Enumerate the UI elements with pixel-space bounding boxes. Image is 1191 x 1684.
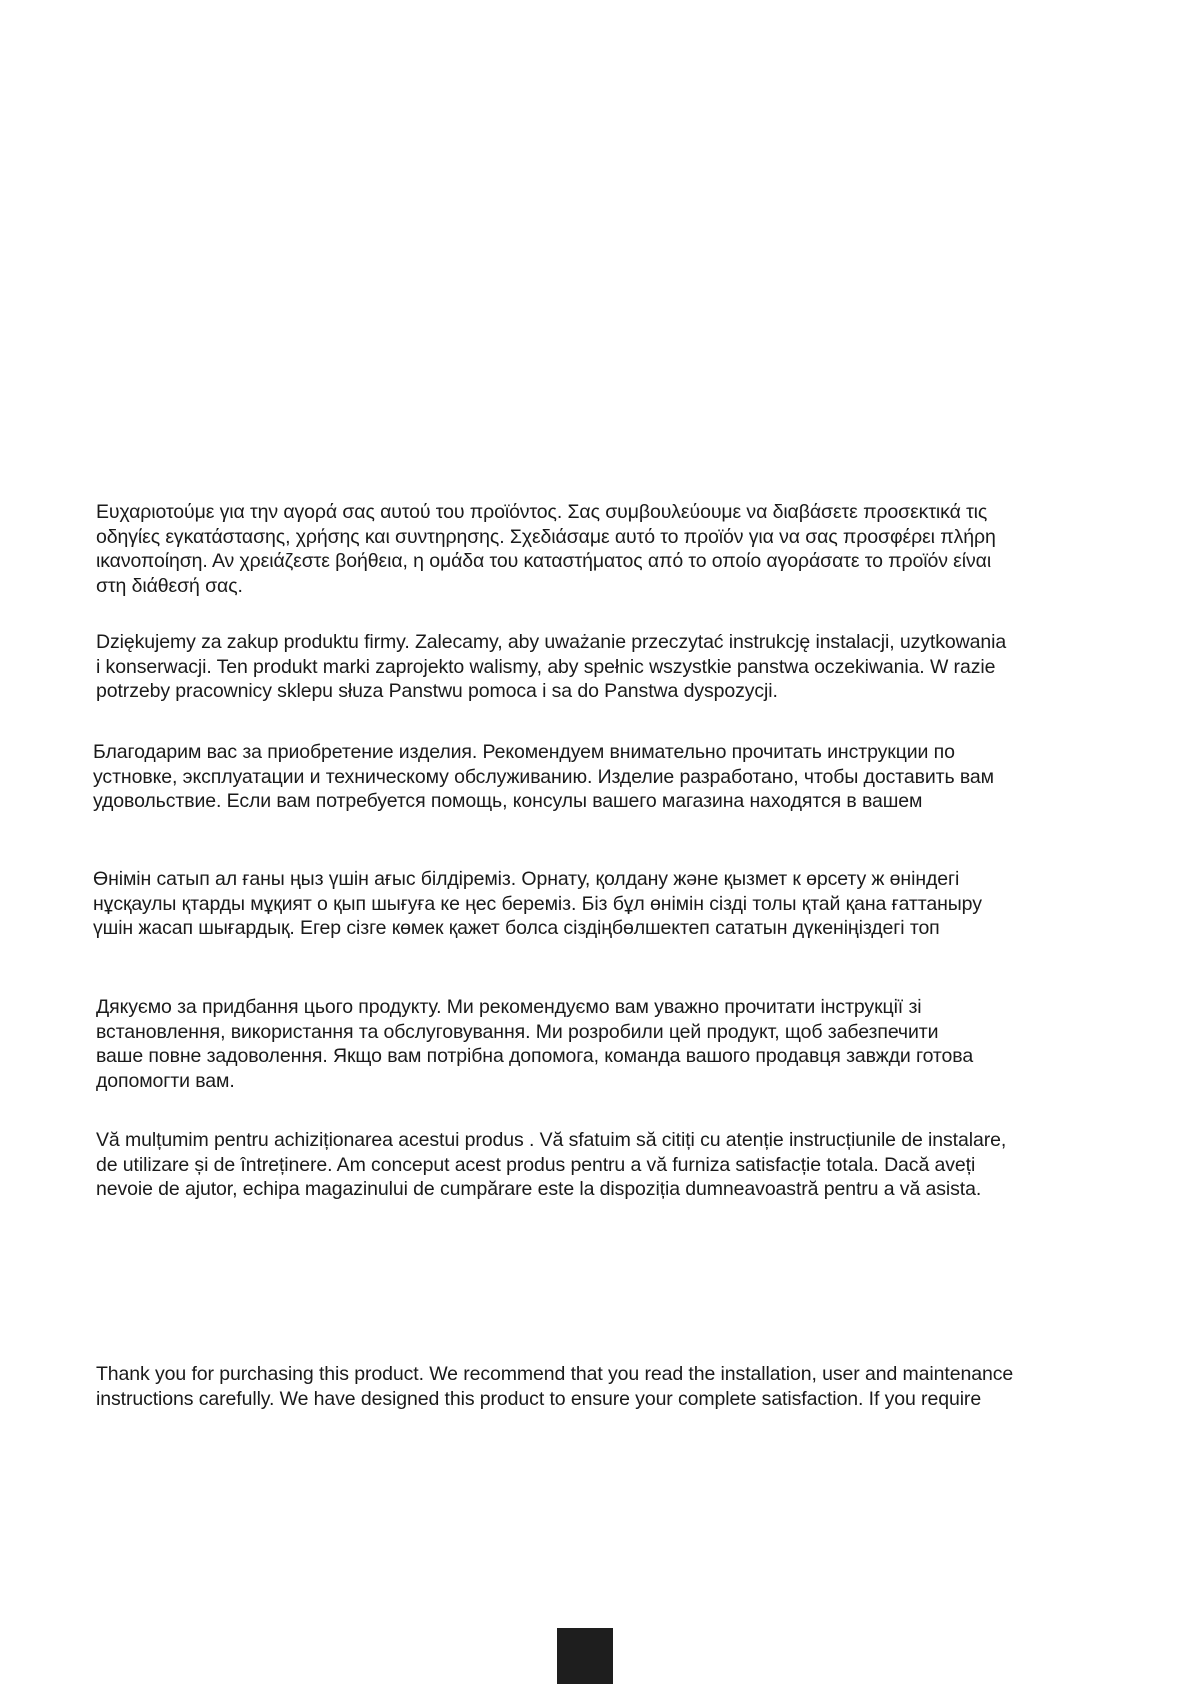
- text-line: удовольствие. Если вам потребуется помощь, консулы вашего магазина находятся в вашем: [93, 790, 923, 812]
- text-line: potrzeby pracownicy sklepu słuza Panstwu pomoca i sa do Panstwa dyspozycji.: [96, 680, 778, 702]
- paragraph-kazakh: [93, 867, 1133, 941]
- text-line: στη διάθεσή σας.: [96, 574, 243, 597]
- text-line: ваше повне задоволення. Якщо вам потрібна допомога, команда вашого продавця завжди готова: [96, 1045, 974, 1067]
- paragraph-greek: [96, 500, 1136, 598]
- paragraph-romanian: [96, 1128, 1136, 1202]
- text-line: нұсқаулы қтарды мұқият о қып шығуға ке ңес береміз. Біз бұл өнімін сізді толы қтай қана ғаттаныру: [93, 892, 982, 915]
- text-line: Өнімін сатып ал ғаны ңыз үшін ағыс білдіреміз. Орнату, қолдану және қызмет к өрсету ж өніндегі: [93, 868, 960, 890]
- text-line: допомогти вам.: [96, 1069, 235, 1092]
- text-line: Dziękujemy za zakup produktu firmy. Zalecamy, aby uważanie przeczytać instrukcję instalacji, uzytkowania: [96, 631, 1007, 653]
- text-line: instructions carefully. We have designed this product to ensure your complete satisfaction. If you require: [96, 1387, 982, 1410]
- text-line: ικανοποίηση. Αν χρειάζεστε βοήθεια, η ομάδα του καταστήματος από το οποίο αγοράσατε το προϊόν είναι: [96, 550, 992, 572]
- text-line: de utilizare și de întreținere. Am conceput acest produs pentru a vă furniza satisfacție totala. Dacă aveți: [96, 1153, 976, 1176]
- paragraph-polish: [96, 630, 1136, 704]
- text-line: Vă mulțumim pentru achiziționarea acestui produs . Vă sfatuim să citiți cu atenție instrucțiunile de instalare,: [96, 1129, 1007, 1151]
- text-line: устновке, эксплуатации и техническому обслуживанию. Изделие разработано, чтобы доставить вам: [93, 765, 994, 788]
- text-line: встановлення, використання та обслуговування. Ми розробили цей продукт, щоб забезпечити: [96, 1020, 939, 1043]
- text-line: i konserwacji. Ten produkt marki zaprojekto walismy, aby spełnic wszystkie panstwa oczekiwania. W razie: [96, 655, 996, 678]
- text-line: Благодарим вас за приобретение изделия. Рекомендуем внимательно прочитать инструкции по: [93, 741, 955, 763]
- text-line: Thank you for purchasing this product. We recommend that you read the installation, user and maintenance: [96, 1363, 1014, 1385]
- text-line: үшін жасап шығардық. Егер сізге көмек қажет болса сіздіңбөлшектеп сататын дүкеніңіздегі топ: [93, 917, 940, 939]
- paragraph-russian: [93, 740, 1133, 814]
- text-line: Ευχαριοτούμε για την αγορά σας αυτού του προϊόντος. Σας συμβουλεύουμε να διαβάσετε προσεκτικά τις: [96, 501, 988, 523]
- paragraph-ukrainian: [96, 995, 1136, 1093]
- paragraph-english: [96, 1362, 1136, 1411]
- page-marker-tab: [557, 1628, 613, 1684]
- text-line: οδηγίες εγκατάστασης, χρήσης και συντηρησης. Σχεδιάσαμε αυτό το προϊόν για να σας προσφέρει πλήρη: [96, 525, 996, 548]
- text-line: Дякуємо за придбання цього продукту. Ми рекомендуємо вам уважно прочитати інструкції зі: [96, 996, 922, 1018]
- text-line: nevoie de ajutor, echipa magazinului de cumpărare este la dispoziția dumneavoastră pentru a vă asista.: [96, 1178, 982, 1200]
